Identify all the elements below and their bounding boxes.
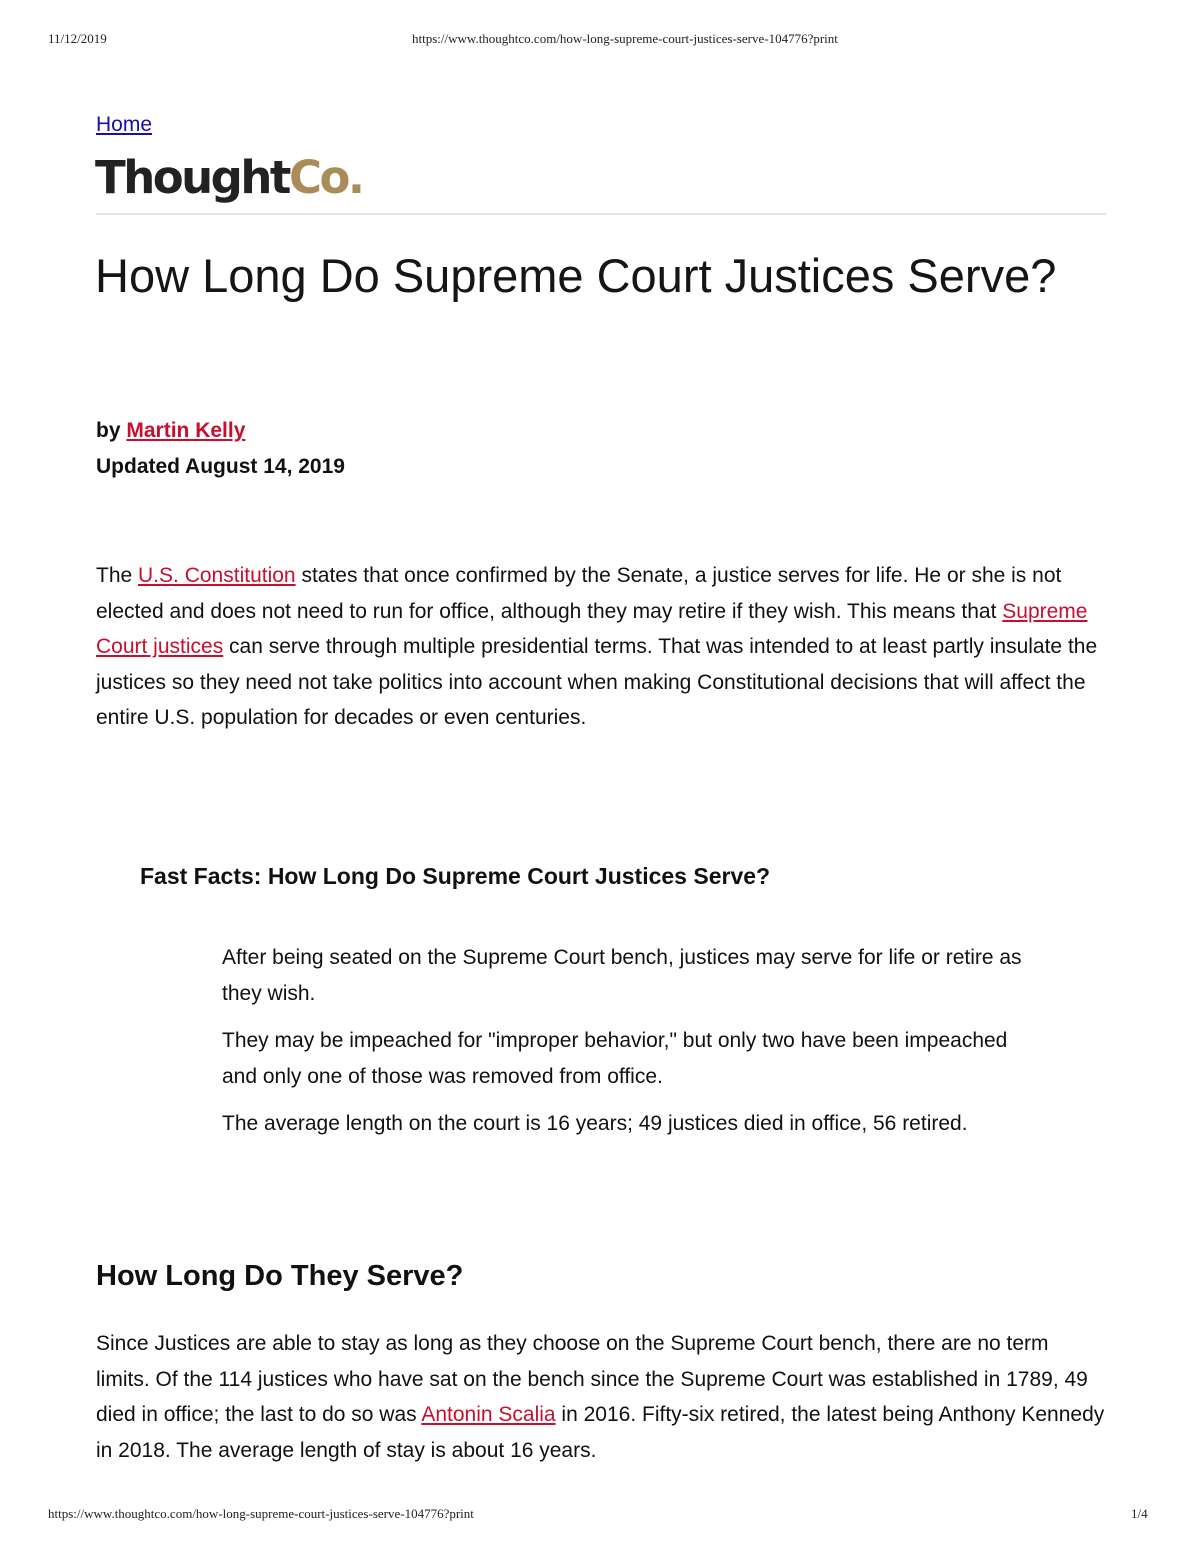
article-title: How Long Do Supreme Court Justices Serve? [95, 249, 1057, 302]
section-heading-how-long: How Long Do They Serve? [96, 1260, 464, 1292]
print-date: 11/12/2019 [48, 31, 107, 46]
intro-paragraph [96, 558, 1106, 736]
thoughtco-logo[interactable] [95, 150, 363, 206]
serve-text-1: Since Justices are able to stay as long as they choose on the Supreme Court bench, there are no term limits. Of the 114 justices who have sat on the bench since the Supreme Court was established in 1789, 49 died in office; the last to do so was [96, 1332, 1088, 1426]
logo-text-thought: Thought [95, 151, 289, 204]
print-url-header: https://www.thoughtco.com/how-long-supreme-court-justices-serve-104776?print [412, 31, 838, 46]
fast-facts-list [222, 940, 1042, 1154]
serve-text-2: in 2016. Fifty-six retired, the latest being Anthony Kennedy in 2018. The average length of stay is about 16 years. [96, 1403, 1105, 1462]
updated-date: Updated August 14, 2019 [96, 455, 345, 478]
intro-text-3: can serve through multiple presidential terms. That was intended to at least partly insulate the justices so they need not take politics into account when making Constitutional decisions that will affect the entire U.S. population for decades or even centuries. [96, 635, 1098, 729]
intro-text-1: The [96, 564, 139, 587]
byline-prefix: by [96, 419, 121, 442]
logo-text-co: Co. [288, 151, 363, 204]
page-number: 1/4 [1131, 1506, 1148, 1521]
antonin-scalia-link[interactable]: Antonin Scalia [421, 1403, 556, 1426]
header-divider [96, 213, 1106, 215]
byline [96, 419, 245, 443]
author-link[interactable]: Martin Kelly [126, 419, 246, 442]
fast-fact-item: They may be impeached for "improper behavior," but only two have been impeached and only one of those was removed from office. [222, 1029, 1008, 1088]
constitution-link[interactable]: U.S. Constitution [138, 564, 296, 587]
print-url-footer: https://www.thoughtco.com/how-long-supreme-court-justices-serve-104776?print [48, 1506, 474, 1521]
fast-facts-heading: Fast Facts: How Long Do Supreme Court Justices Serve? [140, 863, 771, 889]
serve-paragraph [96, 1326, 1106, 1468]
supreme-court-justices-link[interactable]: Supreme Court justices [96, 599, 1088, 658]
fast-fact-item: After being seated on the Supreme Court bench, justices may serve for life or retire as they wish. [222, 946, 1022, 1005]
home-link[interactable]: Home [96, 113, 153, 136]
fast-fact-item: The average length on the court is 16 years; 49 justices died in office, 56 retired. [222, 1112, 968, 1135]
intro-text-2: states that once confirmed by the Senate, a justice serves for life. He or she is not elected and does not need to run for office, although they may retire if they wish. This means that [96, 564, 1062, 623]
